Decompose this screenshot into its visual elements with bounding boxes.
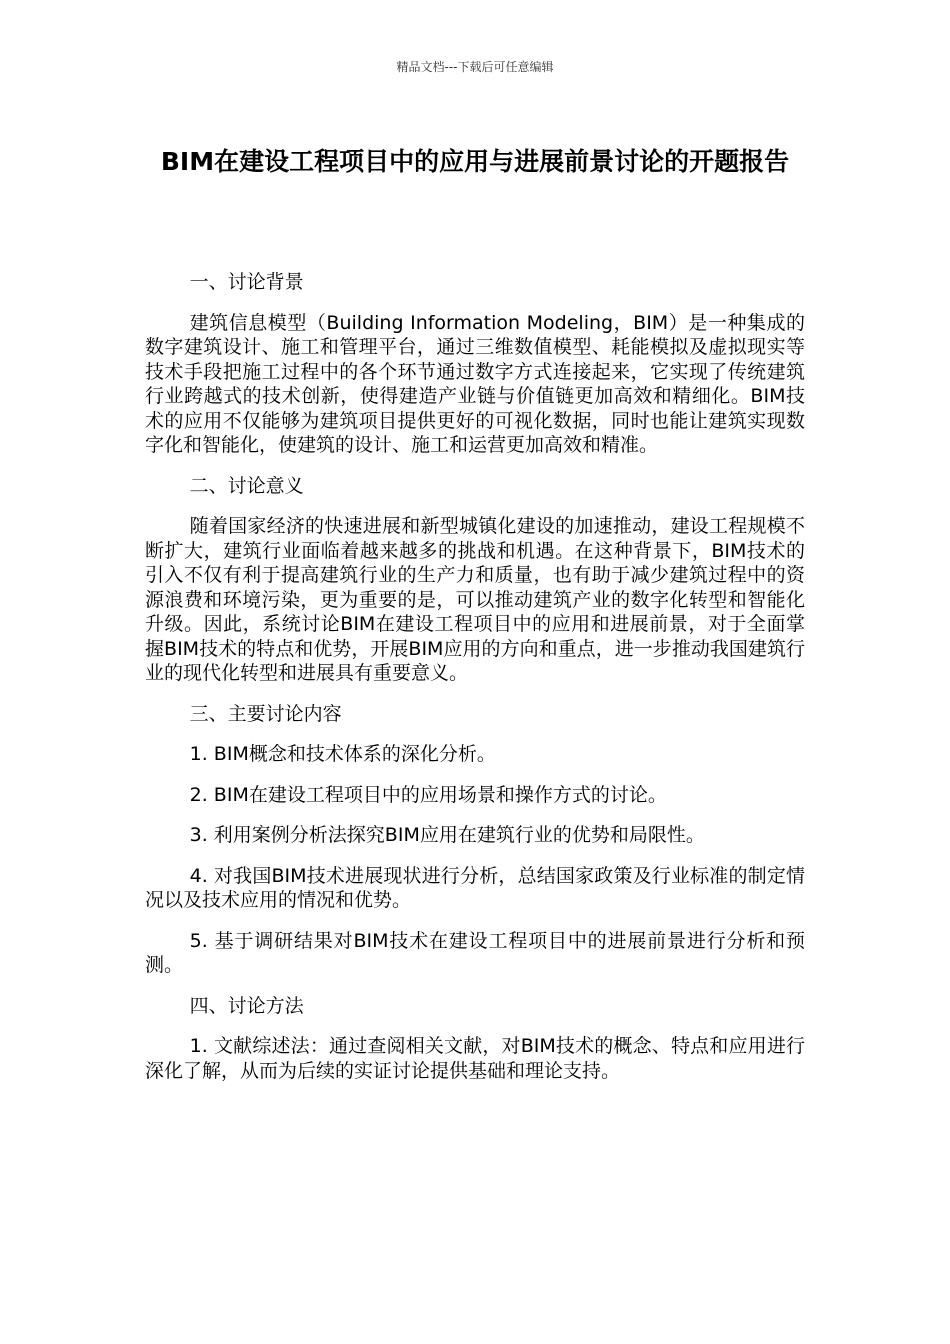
paragraph-background: 建筑信息模型（Building Information Modeling，BIM）是一种集成的数字建筑设计、施工和管理平台，通过三维数值模型、耗能模拟及虚拟现实等技术手段把施工过程中的各个环节通过数字方式连接起来，它实现了传统建筑行业跨越式的技术创新，使得建造产业链与价值链更加高效和精细化。BIM技术的应用不仅能够为建筑项目提供更好的可视化数据，同时也能让建筑实现数字化和智能化，使建筑的设计、施工和运营更加高效和精准。 xyxy=(145,311,805,456)
section-heading-significance: 二、讨论意义 xyxy=(189,474,304,497)
list-item: 5. 基于调研结果对BIM技术在建设工程项目中的进展前景进行分析和预测。 xyxy=(145,929,805,976)
section-heading-methods: 四、讨论方法 xyxy=(189,994,304,1017)
list-item: 1. BIM概念和技术体系的深化分析。 xyxy=(189,743,496,765)
document-body xyxy=(145,268,805,1099)
list-item: 1. 文献综述法：通过查阅相关文献，对BIM技术的概念、特点和应用进行深化了解，从而为后续的实证讨论提供基础和理论支持。 xyxy=(145,1035,805,1082)
list-item: 3. 利用案例分析法探究BIM应用在建筑行业的优势和局限性。 xyxy=(189,824,705,846)
paragraph-significance: 随着国家经济的快速进展和新型城镇化建设的加速推动，建设工程规模不断扩大，建筑行业面临着越来越多的挑战和机遇。在这种背景下，BIM技术的引入不仅有利于提高建筑行业的生产力和质量，也有助于减少建筑过程中的资源浪费和环境污染，更为重要的是，可以推动建筑产业的数字化转型和智能化升级。因此，系统讨论BIM在建设工程项目中的应用和进展前景，对于全面掌握BIM技术的特点和优势，开展BIM应用的方向和重点，进一步推动我国建筑行业的现代化转型和进展具有重要意义。 xyxy=(145,515,805,684)
document-title: BIM在建设工程项目中的应用与进展前景讨论的开题报告 xyxy=(160,147,790,176)
list-item: 4. 对我国BIM技术进展现状进行分析，总结国家政策及行业标准的制定情况以及技术应用的情况和优势。 xyxy=(145,864,805,911)
section-heading-main-content: 三、主要讨论内容 xyxy=(189,702,342,725)
section-heading-background: 一、讨论背景 xyxy=(189,271,304,293)
list-item: 2. BIM在建设工程项目中的应用场景和操作方式的讨论。 xyxy=(189,783,667,806)
header-note: 精品文档---下载后可任意编辑 xyxy=(396,60,554,74)
